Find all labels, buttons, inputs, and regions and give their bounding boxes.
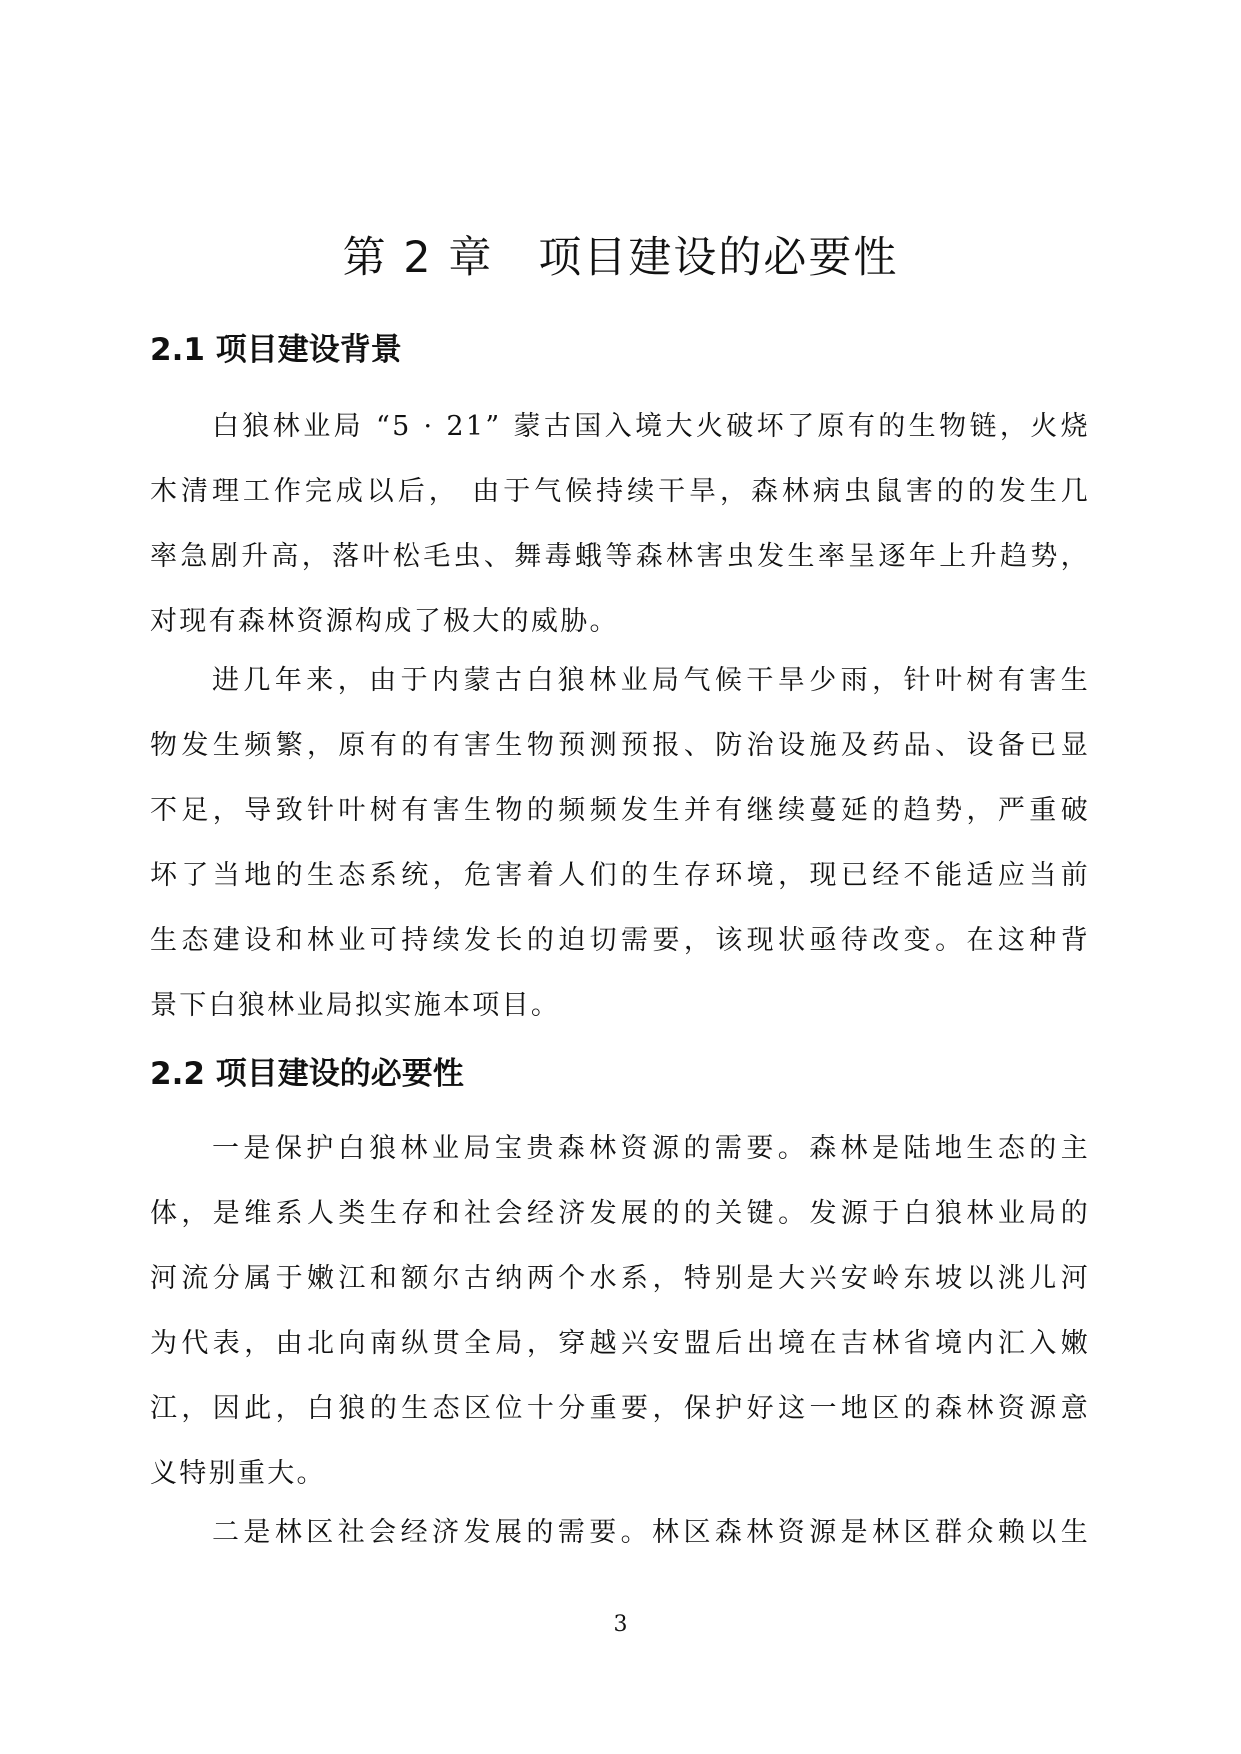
paragraph-line: 为代表，由北向南纵贯全局，穿越兴安盟后出境在吉林省境内汇入嫩	[150, 1328, 1090, 1359]
paragraph	[150, 394, 1090, 654]
paragraph-line: 义特别重大。	[150, 1458, 326, 1489]
paragraph-line: 二是林区社会经济发展的需要。林区森林资源是林区群众赖以生	[212, 1517, 1090, 1548]
paragraph-line: 物发生频繁，原有的有害生物预测预报、防治设施及药品、设备已显	[150, 730, 1090, 761]
paragraph-line: 生态建设和林业可持续发长的迫切需要，该现状亟待改变。在这种背	[150, 925, 1090, 956]
paragraph	[150, 648, 1090, 1038]
paragraph	[150, 1116, 1090, 1506]
paragraph-line: 对现有森林资源构成了极大的威胁。	[150, 606, 619, 637]
section-heading-2-1: 2.1 项目建设背景	[150, 332, 402, 368]
paragraph-line: 景下白狼林业局拟实施本项目。	[150, 990, 561, 1021]
paragraph-line: 江，因此，白狼的生态区位十分重要，保护好这一地区的森林资源意	[150, 1393, 1090, 1424]
section-heading-2-2: 2.2 项目建设的必要性	[150, 1056, 464, 1092]
paragraph-line: 坏了当地的生态系统，危害着人们的生存环境，现已经不能适应当前	[150, 860, 1090, 891]
paragraph-line: 一是保护白狼林业局宝贵森林资源的需要。森林是陆地生态的主	[212, 1133, 1090, 1164]
page-number: 3	[613, 1612, 628, 1637]
paragraph-line: 河流分属于嫩江和额尔古纳两个水系，特别是大兴安岭东坡以洮儿河	[150, 1263, 1090, 1294]
paragraph-line: 不足，导致针叶树有害生物的频频发生并有继续蔓延的趋势，严重破	[150, 795, 1090, 826]
chapter-title: 第 2 章 项目建设的必要性	[342, 233, 899, 283]
paragraph-line: 木清理工作完成以后， 由于气候持续干旱，森林病虫鼠害的的发生几	[150, 476, 1090, 507]
paragraph-line: 体，是维系人类生存和社会经济发展的的关键。发源于白狼林业局的	[150, 1198, 1090, 1229]
paragraph-line: 白狼林业局 “5 · 21” 蒙古国入境大火破坏了原有的生物链，火烧	[212, 411, 1090, 442]
paragraph	[150, 1500, 1090, 1565]
paragraph-line: 率急剧升高，落叶松毛虫、舞毒蛾等森林害虫发生率呈逐年上升趋势，	[150, 541, 1090, 572]
paragraph-line: 进几年来，由于内蒙古白狼林业局气候干旱少雨，针叶树有害生	[212, 665, 1090, 696]
